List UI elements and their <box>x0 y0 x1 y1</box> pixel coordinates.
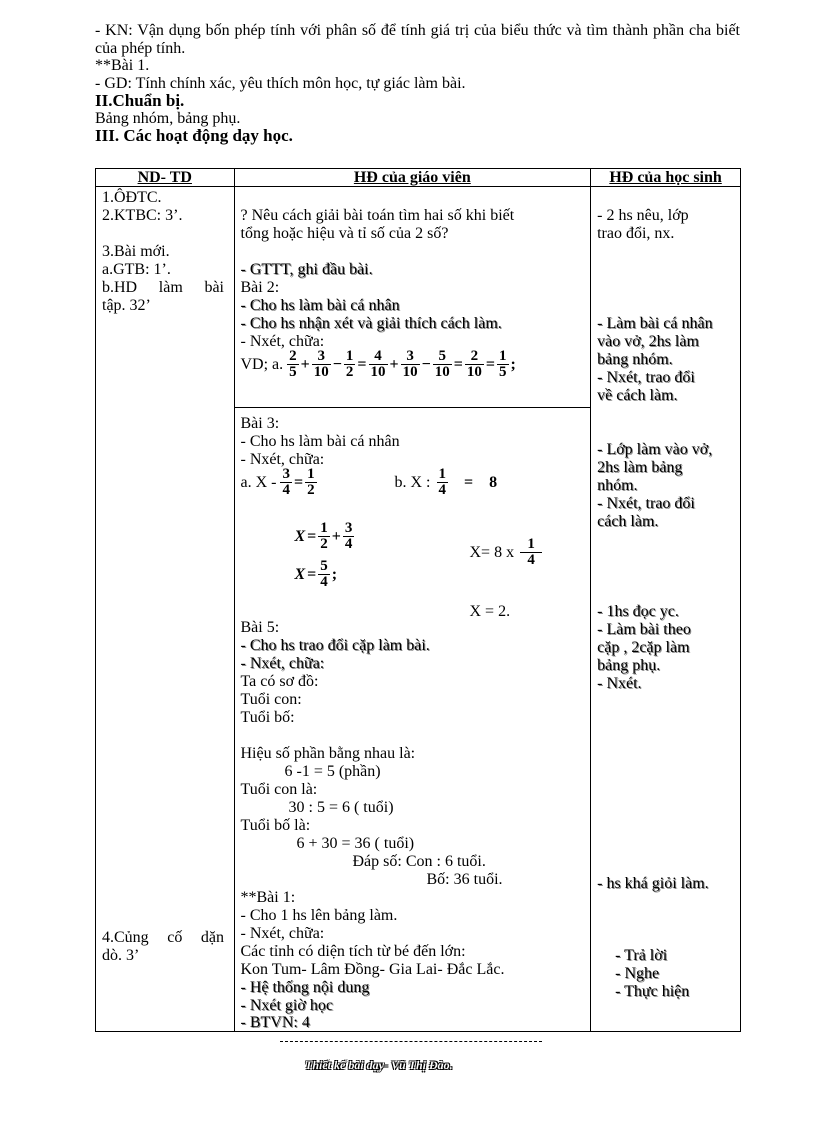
preparation-text: Bảng nhóm, bảng phụ. <box>95 109 241 127</box>
question-line-2: tổng hoặc hiệu và tỉ số của 2 số? <box>240 225 449 242</box>
solution-line-5: Tuổi bố là: <box>240 817 311 834</box>
exercise-3a-label: a. X - <box>240 474 277 491</box>
exercise-note: **Bài 1. <box>95 57 150 74</box>
student-line-5: bảng nhóm. <box>597 351 673 368</box>
wrapup-line-1: - Hệ thống nội dung <box>240 979 370 996</box>
header-student: HĐ của học sinh <box>591 169 741 187</box>
exercise-3-title: Bài 3: <box>240 415 280 432</box>
exercise-2-line-2: - Cho hs nhận xét và giải thích cách làm. <box>240 315 502 332</box>
exercise-3b: b. X : $\frac{1}{4}$ = 8 <box>394 466 498 498</box>
step-3: 3.Bài mới. <box>102 243 170 260</box>
student-line-19: - Trả lời <box>615 947 668 964</box>
step-3b-word3: bài <box>204 279 224 296</box>
student-line-4: vào vở, 2hs làm <box>597 333 699 350</box>
knowledge-objective: - KN: Vận dụng bốn phép tính với phân số để tính giá trị của biểu thức và tìm thành phần cha biết của phép tính. <box>95 22 740 57</box>
student-line-17: - Nxét. <box>597 675 642 692</box>
student-line-13: - 1hs đọc yc. <box>597 603 679 620</box>
exercise-3b-step-1-text: X= 8 x <box>469 544 515 561</box>
student-line-2: trao đổi, nx. <box>597 225 675 242</box>
exercise-5-line-1: - Cho hs trao đổi cặp làm bài. <box>240 637 430 654</box>
lesson-table <box>95 168 741 1032</box>
education-objective: - GD: Tính chính xác, yêu thích môn học, tự giác làm bài. <box>95 74 466 92</box>
exercise-5-line-2: - Nxét, chữa: <box>240 655 325 672</box>
exercise-1-line-4: Kon Tum- Lâm Đồng- Gia Lai- Đắc Lắc. <box>240 961 505 978</box>
exercise-2-example <box>241 349 516 380</box>
exercise-3b-step-1: X= 8 x $\frac{1}{4}$ <box>470 537 543 568</box>
footer-text: Thiết kế bài dạy- Vũ Thị Đào. <box>305 1058 453 1072</box>
exercise-2-line-1: - Cho hs làm bài cá nhân <box>240 297 400 314</box>
exercise-5-title: Bài 5: <box>240 619 280 636</box>
exercise-3b-value: 8 <box>489 474 498 491</box>
student-line-12: cách làm. <box>597 513 659 530</box>
student-column <box>591 187 741 1032</box>
step-4 <box>102 929 224 946</box>
step-2: 2.KTBC: 3’. <box>102 207 183 224</box>
exercise-3a-step-1: X = $\frac{1}{2}$ + $\frac{3}{4}$ <box>294 520 353 552</box>
solution-line-1: Hiệu số phần bằng nhau là: <box>240 745 416 762</box>
step-4-word2: cố <box>167 929 183 946</box>
exercise-1-line-2: - Nxét, chữa: <box>240 925 325 942</box>
example-label: VD; a. <box>240 356 284 373</box>
exercise-1-title: **Bài 1: <box>240 889 296 906</box>
answer-line-1: Đáp số: Con : 6 tuổi. <box>352 853 486 870</box>
step-3b <box>102 279 224 296</box>
solution-line-3: Tuổi con là: <box>240 781 318 798</box>
step-3b-time: tập. 32’ <box>102 297 151 314</box>
student-line-9: 2hs làm bảng <box>597 459 683 476</box>
content-column <box>96 187 235 1032</box>
step-4-word3: dặn <box>200 929 224 946</box>
student-line-15: cặp , 2cặp làm <box>597 639 690 656</box>
teacher-column <box>234 187 591 1032</box>
wrapup-line-3: - BTVN: 4 <box>240 1014 310 1031</box>
exercise-3a: a. X - $\frac{3}{4}$ = $\frac{1}{2}$ <box>240 466 315 498</box>
student-line-14: - Làm bài theo <box>597 621 691 638</box>
exercise-2-line-3: - Nxét, chữa: <box>240 333 325 350</box>
diagram-label: Ta có sơ đồ: <box>240 673 319 690</box>
table-body-row <box>96 187 741 1032</box>
step-3b-word2: làm <box>158 279 183 296</box>
student-line-21: - Thực hiện <box>615 983 690 1000</box>
exercise-1-line-1: - Cho 1 hs lên bảng làm. <box>240 907 398 924</box>
student-line-7: về cách làm. <box>597 387 678 404</box>
student-line-18: - hs khá giỏi làm. <box>597 875 709 892</box>
footer-divider <box>280 1041 542 1042</box>
exercise-3a-step-2: X = $\frac{5}{4}$ ; <box>294 558 338 590</box>
student-line-8: - Lớp làm vào vở, <box>597 441 713 458</box>
exercise-2-title: Bài 2: <box>240 279 280 296</box>
divider <box>235 407 591 408</box>
section-preparation-heading: II.Chuẩn bị. <box>95 91 185 110</box>
student-line-11: - Nxét, trao đổi <box>597 495 695 512</box>
exercise-3-line-1: - Cho hs làm bài cá nhân <box>240 433 400 450</box>
wrapup-line-2: - Nxét giờ học <box>240 997 333 1014</box>
student-line-1: - 2 hs nêu, lớp <box>597 207 689 224</box>
step-4-word1: 4.Củng <box>102 929 149 946</box>
father-age-label: Tuổi bố: <box>240 709 295 726</box>
solution-line-2: 6 -1 = 5 (phần) <box>284 763 381 780</box>
exercise-1-line-3: Các tỉnh có diện tích từ bé đến lớn: <box>240 943 466 960</box>
section-activities-heading: III. Các hoạt động dạy học. <box>95 126 293 145</box>
step-4-time: dò. 3’ <box>102 947 140 964</box>
student-line-6: - Nxét, trao đổi <box>597 369 695 386</box>
student-line-20: - Nghe <box>615 965 660 982</box>
exercise-3-line-2: - Nxét, chữa: <box>240 451 325 468</box>
intro-section <box>95 22 740 145</box>
step-3a: a.GTB: 1’. <box>102 261 171 278</box>
exercise-3b-result: X = 2. <box>469 603 511 620</box>
intro-lesson: - GTTT, ghi đầu bài. <box>240 261 373 278</box>
step-3b-word1: b.HD <box>102 279 138 296</box>
step-1: 1.ÔĐTC. <box>102 189 162 206</box>
table-header-row <box>96 169 741 187</box>
solution-line-6: 6 + 30 = 36 ( tuổi) <box>296 835 415 852</box>
example-equation: $\frac{2}{5}$ + $\frac{3}{10}$ − $\frac{1}{2}$ = $\frac{4}{10}$ + $\frac{3}{10}$ − $\frac{5}{10}$ = $\frac{2}{10}$ = $\frac{1}{5}$ ; <box>289 348 516 380</box>
solution-line-4: 30 : 5 = 6 ( tuổi) <box>288 799 394 816</box>
header-teacher: HĐ của giáo viên <box>234 169 591 187</box>
student-line-16: bảng phụ. <box>597 657 661 674</box>
child-age-label: Tuổi con: <box>240 691 302 708</box>
exercise-3b-label: b. X : <box>394 474 431 491</box>
student-line-3: - Làm bài cá nhân <box>597 315 713 332</box>
question-line-1: ? Nêu cách giải bài toán tìm hai số khi biết <box>240 207 515 224</box>
student-line-10: nhóm. <box>597 477 638 494</box>
answer-line-2: Bố: 36 tuổi. <box>426 871 503 888</box>
header-content: ND- TD <box>96 169 235 187</box>
